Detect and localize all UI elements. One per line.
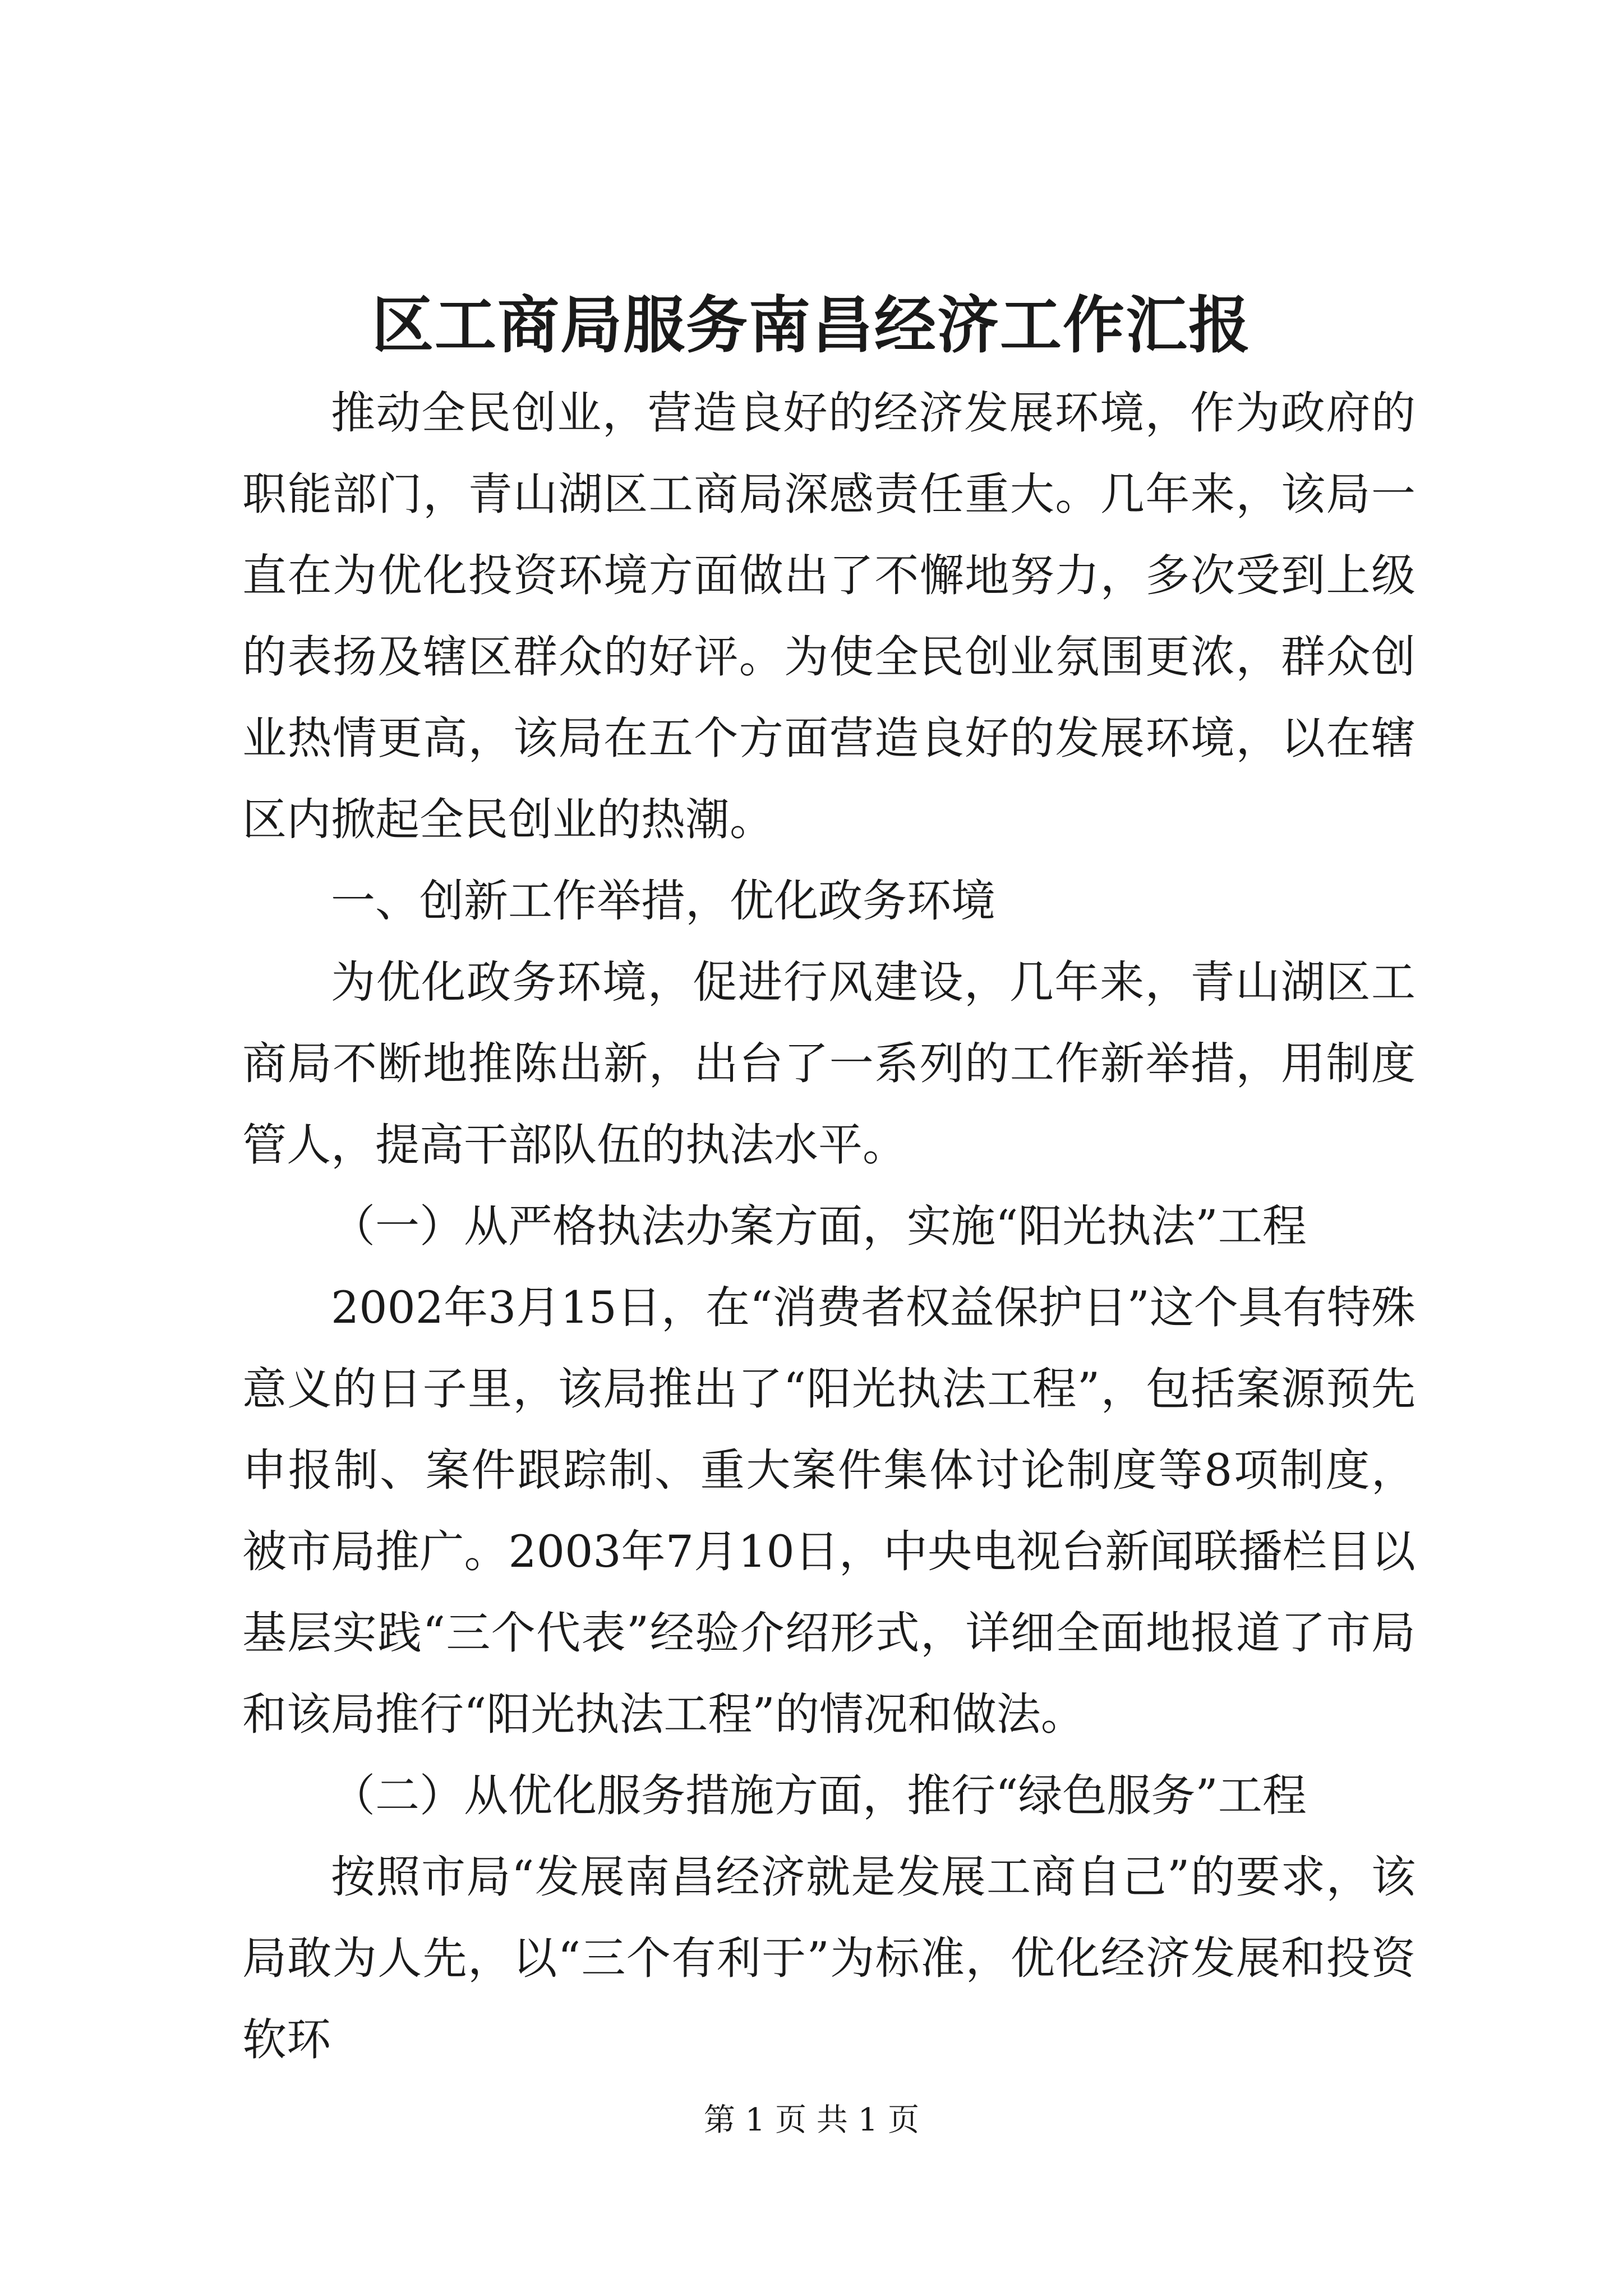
- subsection-heading-2: （二）从优化服务措施方面，推行“绿色服务”工程: [331, 1770, 1307, 1821]
- section-heading-1: 一、创新工作举措，优化政务环境: [331, 875, 995, 927]
- paragraph-subsection-2: 按照市局“发展南昌经济就是发展工商自己”的要求，该局敢为人先，以“三个有利于”为标准，优化经济发展和投资软环: [242, 1851, 1415, 2065]
- page-number-footer: 第 1 页 共 1 页: [703, 2102, 920, 2138]
- paragraph-section-1: 为优化政务环境，促进行风建设，几年来，青山湖区工商局不断地推陈出新，出台了一系列的工作新举措，用制度管人，提高干部队伍的执法水平。: [242, 956, 1415, 1171]
- document-title: 区工商局服务南昌经济工作汇报: [372, 289, 1251, 361]
- paragraph-subsection-1: 2002年3月15日，在“消费者权益保护日”这个具有特殊意义的日子里，该局推出了“阳光执法工程”，包括案源预先申报制、案件跟踪制、重大案件集体讨论制度等8项制度，被市局推广。2003年7月10日，中央电视台新闻联播栏目以基层实践“三个代表”经验介绍形式，详细全面地报道了市局和该局推行“阳光执法工程”的情况和做法。: [242, 1282, 1415, 1740]
- document-body: [242, 372, 1415, 2081]
- paragraph-intro: 推动全民创业，营造良好的经济发展环境，作为政府的职能部门，青山湖区工商局深感责任重大。几年来，该局一直在为优化投资环境方面做出了不懈地努力，多次受到上级的表扬及辖区群众的好评。为使全民创业氛围更浓，群众创业热情更高，该局在五个方面营造良好的发展环境，以在辖区内掀起全民创业的热潮。: [242, 387, 1415, 845]
- subsection-heading-1: （一）从严格执法办案方面，实施“阳光执法”工程: [331, 1200, 1307, 1252]
